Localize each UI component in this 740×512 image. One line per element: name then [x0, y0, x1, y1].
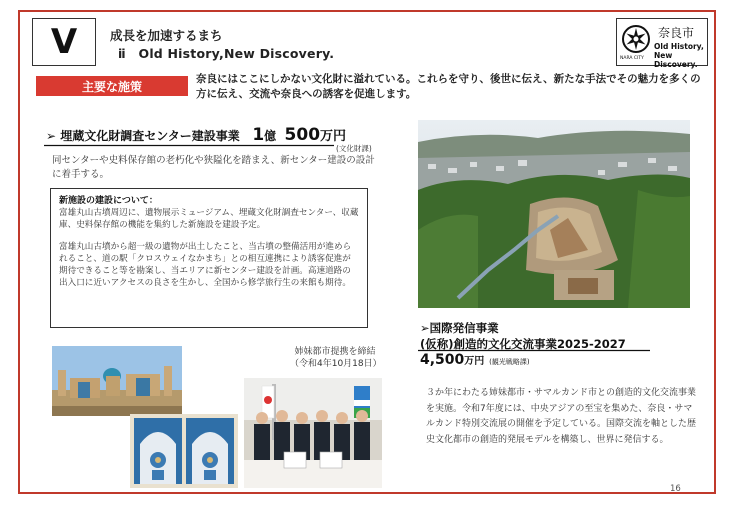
section-title: 成長を加速するまち — [110, 28, 223, 43]
new-facility-text-2: 富雄丸山古墳から超一級の遺物が出土したこと、当古墳の整備活用が進められること、道の駅「クロスウェイなかまち」との相互連携により誘客促進が期待できること等を勘案し、当エリアに新センター建設を計画。高速道路の出入口に近いアクセスの良さを生かし、全国から修学旅行生の来館も期待。 — [59, 242, 352, 288]
project2-title: (仮称)創造的文化交流事業2025-2027 — [420, 337, 626, 351]
page-number: 16 — [670, 484, 681, 494]
logo-tagline — [654, 42, 714, 69]
project2-description: ３か年にわたる姉妹都市・サマルカンド市との創造的文化交流事業を実施。令和7年度には、中央アジアの至宝を集めた、奈良・サマルカンド特別交流展の開催を予定している。国際交流を軸とした歴史文化都市の創造的発展モデルを構築し、世界に発信する。 — [426, 388, 697, 445]
project1-underline — [44, 144, 378, 147]
logo-tagline-1: Old History, — [654, 42, 704, 51]
registan-photo — [52, 346, 182, 416]
project1-amount-oku: 1 — [252, 125, 265, 145]
caption-line-1: 姉妹都市提携を締結 — [294, 347, 376, 357]
sister-city-caption — [290, 346, 380, 370]
project1-oku-unit: 億 — [264, 129, 277, 143]
logo-city-name: 奈良市 — [658, 26, 695, 40]
nara-emblem-icon — [621, 24, 651, 54]
section-subtitle: ⅱ Old History,New Discovery. — [118, 46, 335, 61]
policy-lead: 奈良にはここにしかない文化財に溢れている。これらを守り、後世に伝え、新たな手法でその魅力を多くの方に伝え、交流や奈良への誘客を促進します。 — [196, 73, 701, 100]
signing-ceremony-photo — [244, 378, 382, 488]
project2-category: ➢国際発信事業 — [420, 321, 499, 335]
project2-unit: 万円 — [464, 356, 485, 367]
project2-budget — [420, 352, 530, 368]
kofun-aerial-photo — [418, 120, 690, 308]
chapter-badge — [32, 18, 96, 66]
project2-amount: 4,500 — [420, 352, 465, 368]
logo-tagline-2: New Discovery. — [654, 51, 698, 69]
chapter-number: V — [50, 22, 78, 62]
new-facility-text-1: 富雄丸山古墳周辺に、遺物展示ミュージアム、埋蔵文化財調査センター、収蔵庫、史料保存館の機能を集約した新施設を建設予定。 — [59, 208, 359, 230]
project1-amount-man: 500 — [284, 125, 321, 145]
project1-name: ➢ 埋蔵文化財調査センター建設事業 — [46, 129, 240, 143]
logo-city-en: NARA CITY — [620, 56, 644, 61]
new-facility-title: 新施設の建設について： — [59, 196, 158, 206]
project1-dept: (文化財課) — [336, 144, 372, 153]
project2-dept: (観光戦略課) — [489, 358, 530, 366]
project1-man-unit: 万円 — [320, 129, 347, 144]
tile-mosaic-photo — [130, 414, 238, 488]
project1-title — [46, 125, 346, 145]
caption-line-2: （令和4年10月18日） — [290, 359, 382, 369]
policy-label: 主要な施策 — [36, 76, 188, 96]
new-facility-box — [50, 188, 368, 328]
project1-description: 同センターや史料保存館の老朽化や狭隘化を踏まえ、新センター建設の設計に着手する。 — [52, 155, 375, 180]
